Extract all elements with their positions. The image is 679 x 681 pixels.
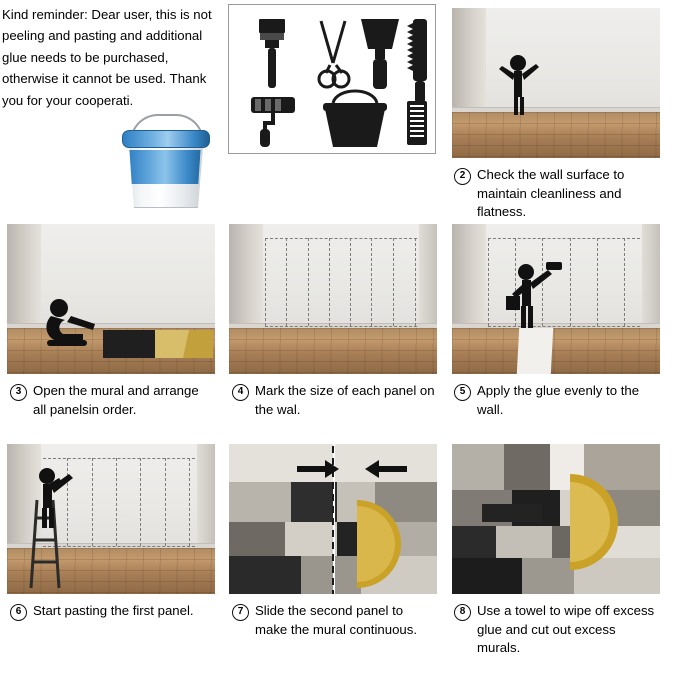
panel-guide-line	[308, 238, 309, 326]
finished-mural	[452, 444, 660, 594]
glue-bucket-icon	[118, 114, 214, 210]
step-number: 8	[454, 604, 471, 621]
finished-mural-svg	[452, 444, 660, 594]
paint-roller-icon	[251, 97, 295, 147]
putty-knife-icon	[361, 19, 399, 89]
person-applying-glue	[452, 224, 660, 374]
panel-guide-line	[488, 238, 489, 326]
person-on-ladder-pasting	[7, 444, 215, 594]
step-4-caption	[228, 382, 438, 419]
step-5-cell	[444, 216, 667, 436]
panel-guide-line	[92, 458, 93, 546]
step-number: 5	[454, 384, 471, 401]
panel-guide-bottom	[265, 326, 417, 327]
step-number: 6	[10, 604, 27, 621]
step-text: Mark the size of each panel on the wal.	[255, 383, 435, 417]
step-2-caption	[450, 166, 661, 216]
tools-illustration	[228, 4, 436, 154]
person-unrolling-mural	[7, 224, 215, 374]
wall-left-edge	[452, 8, 486, 112]
panel-guide-line	[140, 458, 141, 546]
wood-floor	[452, 112, 660, 158]
wall-left-edge	[7, 224, 41, 328]
person-figure	[496, 54, 552, 116]
wall-right-edge	[419, 224, 437, 328]
step-text: Slide the second panel to make the mural continuous.	[255, 603, 417, 637]
wall-right-edge	[642, 224, 660, 328]
mural-roll	[103, 328, 213, 360]
wall-right-edge	[197, 444, 215, 548]
step-7-caption	[228, 602, 438, 639]
panel-guide-line	[350, 238, 351, 326]
intro-text: Kind reminder: Dear user, this is not peeling and pasting and additional glue needs to be purchased, otherwise it cannot be used. Thank you for your cooperati.	[2, 7, 212, 108]
step-6-caption	[6, 602, 216, 621]
slide-direction-overlay	[229, 444, 437, 594]
step-8-caption	[450, 602, 661, 658]
step-3-caption	[6, 382, 216, 419]
intro-cell	[0, 0, 222, 216]
wood-floor	[229, 328, 437, 374]
person-kneeling	[41, 296, 111, 354]
panel-guide-line	[624, 238, 625, 326]
bucket-lid	[122, 130, 210, 148]
panel-guide-line	[165, 458, 166, 546]
panel-guide-line	[371, 238, 372, 326]
person-checking-wall	[452, 8, 660, 158]
bucket-label-band	[128, 150, 202, 184]
step-text: Use a towel to wipe off excess glue and cut out excess murals.	[477, 603, 655, 656]
step-2-cell	[444, 0, 667, 216]
step-text: Apply the glue evenly to the wall.	[477, 383, 640, 417]
tools-svg	[229, 5, 435, 153]
bucket-icon	[323, 91, 387, 147]
step-number: 7	[232, 604, 249, 621]
paint-brush-icon	[259, 19, 285, 88]
step-4-cell	[222, 216, 444, 436]
panel-guide-line	[570, 238, 571, 326]
scissors-icon	[319, 21, 349, 87]
panel-guide-line	[265, 238, 266, 326]
panel-guide-line	[116, 458, 117, 546]
step-7-cell	[222, 436, 444, 660]
step-number: 2	[454, 168, 471, 185]
panel-guide-top	[43, 458, 195, 459]
step-6-cell	[0, 436, 222, 660]
step-text: Check the wall surface to maintain cleanliness and flatness.	[477, 167, 625, 216]
step-1-cell	[222, 0, 444, 216]
wall-left-edge	[229, 224, 263, 328]
wall-left-edge	[452, 224, 486, 328]
step-3-cell	[0, 216, 222, 436]
step-text: Open the mural and arrange all panelsin order.	[33, 383, 199, 417]
comb-scraper-icon	[407, 101, 427, 145]
panel-guide-line	[415, 238, 416, 326]
step-8-cell	[444, 436, 667, 660]
step-5-caption	[450, 382, 661, 419]
panel-guide-line	[286, 238, 287, 326]
panel-guide-top	[265, 238, 417, 239]
person-with-roller	[506, 260, 568, 338]
step-number: 3	[10, 384, 27, 401]
panel-guide-line	[189, 458, 190, 546]
panel-guide-top	[488, 238, 640, 239]
person-figure	[29, 466, 85, 530]
step-number: 4	[232, 384, 249, 401]
panel-guide-line	[597, 238, 598, 326]
step-text: Start pasting the first panel.	[33, 603, 194, 618]
sliding-panels-arrows	[229, 444, 437, 594]
panel-guide-line	[329, 238, 330, 326]
panel-guide-line	[393, 238, 394, 326]
utility-saw-icon	[407, 19, 427, 103]
wall-with-marked-panels	[229, 224, 437, 374]
panel-guides	[265, 238, 417, 326]
